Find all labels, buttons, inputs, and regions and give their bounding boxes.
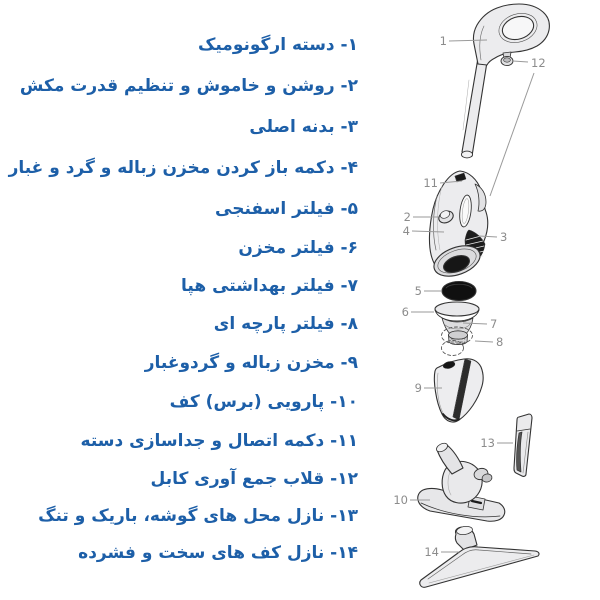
crevice-nozzle-part <box>514 414 532 476</box>
part-item-5: ۵- فیلتر اسفنجی <box>215 199 358 219</box>
callout-4: 4 <box>402 224 410 238</box>
part-item-14: ۱۴- نازل کف های سخت و فشرده <box>78 543 358 563</box>
part-item-6: ۶- فیلتر مخزن <box>238 238 358 258</box>
callout-13: 13 <box>480 436 495 450</box>
callout-11: 11 <box>423 176 438 190</box>
callout-6: 6 <box>401 305 409 319</box>
part-item-3: ۳- بدنه اصلی <box>249 117 358 137</box>
part-item-4: ۴- دکمه باز کردن مخزن زباله و گرد و غبار <box>8 158 358 178</box>
part-item-10: ۱۰- پارویی (برس) کف <box>169 392 358 412</box>
callout-3: 3 <box>500 230 508 244</box>
part-item-7: ۷- فیلتر بهداشتی هپا <box>181 276 358 296</box>
callout-10: 10 <box>393 493 408 507</box>
dust-container-part <box>434 359 483 422</box>
callout-2: 2 <box>403 210 411 224</box>
main-body-part <box>429 171 487 282</box>
callout-8: 8 <box>496 335 504 349</box>
floor-brush-part <box>418 442 505 522</box>
sponge-filter-part <box>442 282 476 301</box>
part-item-12: ۱۲- قلاب جمع آوری کابل <box>150 469 358 489</box>
part-item-1: ۱- دسته ارگونومیک <box>197 35 358 55</box>
callout-5: 5 <box>414 284 422 298</box>
callout-9: 9 <box>414 381 422 395</box>
part-item-2: ۲- روشن و خاموش و تنظیم قدرت مکش <box>19 76 358 96</box>
handle-part <box>461 4 549 158</box>
callout-12: 12 <box>531 56 546 70</box>
callout-1: 1 <box>439 34 447 48</box>
part-item-9: ۹- مخزن زباله و گردوغبار <box>144 353 358 373</box>
part-item-11: ۱۱- دکمه اتصال و جداسازی دسته <box>80 431 358 451</box>
callout-7: 7 <box>490 317 498 331</box>
part-item-13: ۱۳- نازل محل های گوشه، باریک و تنگ <box>38 506 358 526</box>
part-item-8: ۸- فیلتر پارچه ای <box>213 314 358 334</box>
callout-14: 14 <box>424 545 439 559</box>
